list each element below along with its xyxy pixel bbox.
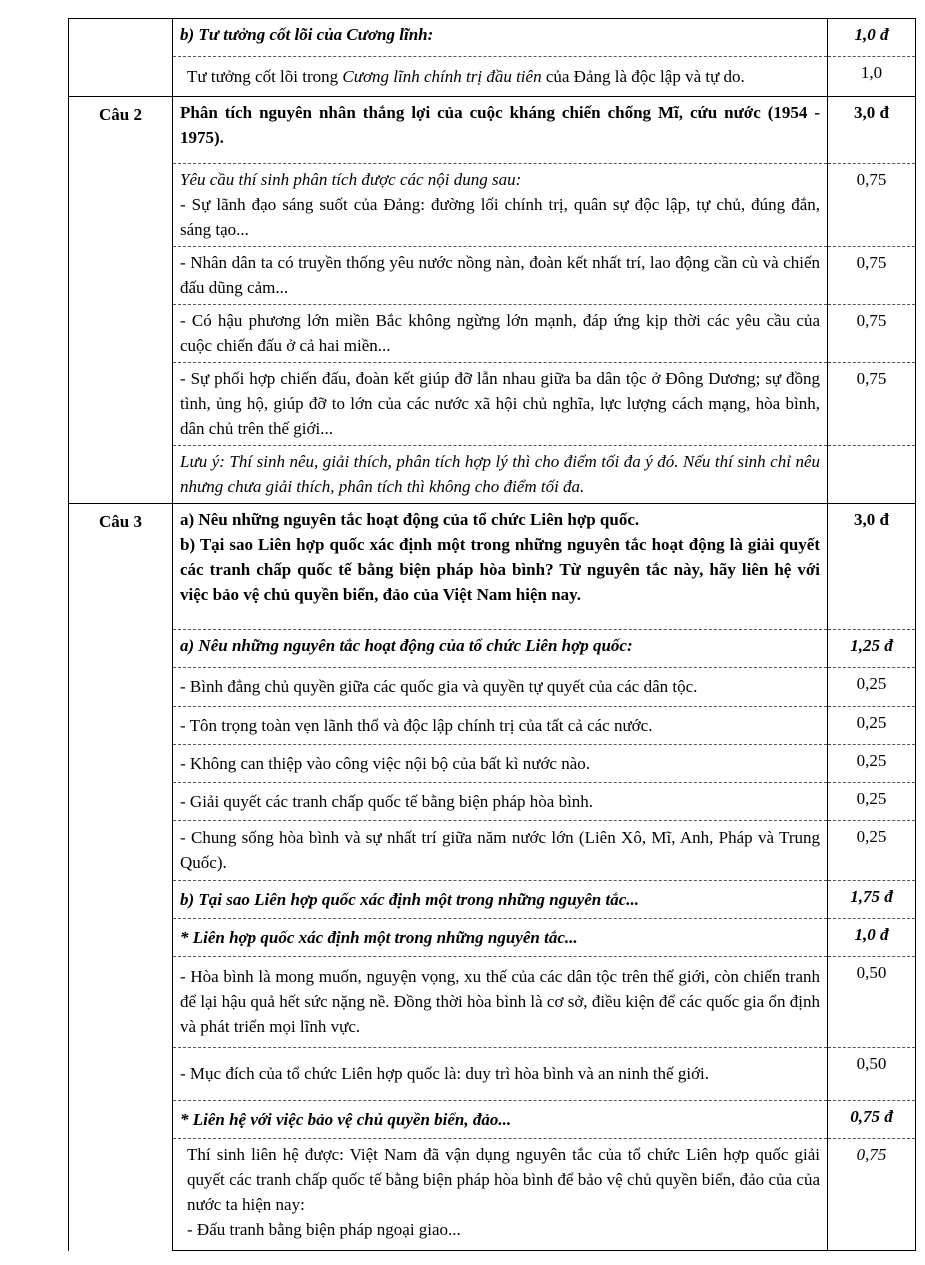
score-cell: 0,75 bbox=[828, 363, 916, 446]
table-row bbox=[69, 247, 916, 305]
question-cell-empty bbox=[69, 19, 173, 97]
table-row bbox=[69, 957, 916, 1048]
table-row bbox=[69, 97, 916, 164]
answer-text: - Giải quyết các tranh chấp quốc tế bằng biện pháp hòa bình. bbox=[173, 783, 828, 821]
score-cell: 3,0 đ bbox=[828, 97, 916, 164]
score-cell: 0,25 bbox=[828, 745, 916, 783]
score-cell: 1,0 đ bbox=[828, 919, 916, 957]
table-row bbox=[69, 630, 916, 668]
score-cell: 0,50 bbox=[828, 1048, 916, 1101]
question-text: a) Nêu những nguyên tắc hoạt động của tổ chức Liên hợp quốc. b) Tại sao Liên hợp quốc xác định một trong những nguyên tắc hoạt động là giải quyết các tranh chấp quốc tế bằng biện pháp hòa bình? Từ nguyên tắc này, hãy liên hệ với việc bảo vệ chủ quyền biển, đảo của Việt Nam hiện nay. bbox=[173, 504, 828, 630]
table-row bbox=[69, 446, 916, 504]
score-cell: 1,75 đ bbox=[828, 881, 916, 919]
table-row bbox=[69, 707, 916, 745]
score-cell: 0,75 bbox=[828, 1139, 916, 1251]
table-row bbox=[69, 19, 916, 57]
section-heading: b) Tư tưởng cốt lõi của Cương lĩnh: bbox=[173, 19, 828, 57]
question-label: Câu 3 bbox=[99, 512, 142, 531]
answer-text: - Có hậu phương lớn miền Bắc không ngừng lớn mạnh, đáp ứng kịp thời các yêu cầu của cuộc chiến đấu ở cả hai miền... bbox=[173, 305, 828, 363]
score-cell: 0,25 bbox=[828, 783, 916, 821]
score-cell: 0,75 bbox=[828, 247, 916, 305]
answer-text: - Hòa bình là mong muốn, nguyện vọng, xu thế của các dân tộc trên thế giới, còn chiến tranh để lại hậu quả hết sức nặng nề. Đồng thời hòa bình là cơ sở, điều kiện để các quốc gia ổn định và phát triển mọi lĩnh vực. bbox=[173, 957, 828, 1048]
table-row bbox=[69, 783, 916, 821]
score-cell: 3,0 đ bbox=[828, 504, 916, 630]
score-cell-empty bbox=[828, 446, 916, 504]
score-cell: 1,0 bbox=[828, 57, 916, 97]
table-row bbox=[69, 504, 916, 630]
table-row bbox=[69, 1101, 916, 1139]
table-row bbox=[69, 363, 916, 446]
table-row bbox=[69, 821, 916, 881]
table-row bbox=[69, 919, 916, 957]
score-cell: 0,75 bbox=[828, 164, 916, 247]
marking-scheme-table bbox=[68, 18, 916, 1251]
score-cell: 0,25 bbox=[828, 821, 916, 881]
question-label-cell bbox=[69, 97, 173, 504]
note-text: Lưu ý: Thí sinh nêu, giải thích, phân tích hợp lý thì cho điểm tối đa ý đó. Nếu thí sinh chỉ nêu nhưng chưa giải thích, phân tích thì không cho điểm tối đa. bbox=[173, 446, 828, 504]
score-cell: 1,0 đ bbox=[828, 19, 916, 57]
table-row bbox=[69, 305, 916, 363]
answer-text: Yêu cầu thí sinh phân tích được các nội dung sau: - Sự lãnh đạo sáng suốt của Đảng: đường lối chính trị, quân sự độc lập, tự chủ, đúng đắn, sáng tạo... bbox=[173, 164, 828, 247]
table-row bbox=[69, 745, 916, 783]
answer-text: - Không can thiệp vào công việc nội bộ của bất kì nước nào. bbox=[173, 745, 828, 783]
table-row bbox=[69, 164, 916, 247]
table-row bbox=[69, 881, 916, 919]
answer-text: - Nhân dân ta có truyền thống yêu nước nồng nàn, đoàn kết nhất trí, lao động cần cù và chiến đấu dũng cảm... bbox=[173, 247, 828, 305]
table-row bbox=[69, 1139, 916, 1251]
answer-text: - Chung sống hòa bình và sự nhất trí giữa năm nước lớn (Liên Xô, Mĩ, Anh, Pháp và Trung Quốc). bbox=[173, 821, 828, 881]
score-cell: 1,25 đ bbox=[828, 630, 916, 668]
answer-text: - Tôn trọng toàn vẹn lãnh thổ và độc lập chính trị của tất cả các nước. bbox=[173, 707, 828, 745]
answer-text: Tư tưởng cốt lõi trong Cương lĩnh chính trị đầu tiên của Đảng là độc lập và tự do. bbox=[173, 57, 828, 97]
answer-text: - Bình đẳng chủ quyền giữa các quốc gia và quyền tự quyết của các dân tộc. bbox=[173, 668, 828, 707]
section-heading: * Liên hệ với việc bảo vệ chủ quyền biển, đảo... bbox=[173, 1101, 828, 1139]
question-label: Câu 2 bbox=[99, 105, 142, 124]
score-cell: 0,25 bbox=[828, 668, 916, 707]
score-cell: 0,25 bbox=[828, 707, 916, 745]
answer-text: - Mục đích của tổ chức Liên hợp quốc là: duy trì hòa bình và an ninh thế giới. bbox=[173, 1048, 828, 1101]
answer-text: Thí sinh liên hệ được: Việt Nam đã vận dụng nguyên tắc của tổ chức Liên hợp quốc giải quyết các tranh chấp quốc tế bằng biện pháp hòa bình để bảo vệ chủ quyền biển, đảo của của nước ta hiện nay: - Đấu tranh bằng biện pháp ngoại giao... bbox=[173, 1139, 828, 1251]
question-label-cell bbox=[69, 504, 173, 1251]
answer-text: - Sự phối hợp chiến đấu, đoàn kết giúp đỡ lẫn nhau giữa ba dân tộc ở Đông Dương; sự đồng tình, ủng hộ, giúp đỡ to lớn của các nước xã hội chủ nghĩa, lực lượng cách mạng, hòa bình, dân chủ trên thế giới... bbox=[173, 363, 828, 446]
table-row bbox=[69, 668, 916, 707]
score-cell: 0,50 bbox=[828, 957, 916, 1048]
table-row bbox=[69, 57, 916, 97]
section-heading: b) Tại sao Liên hợp quốc xác định một trong những nguyên tắc... bbox=[173, 881, 828, 919]
table-row bbox=[69, 1048, 916, 1101]
score-cell: 0,75 bbox=[828, 305, 916, 363]
section-heading: * Liên hợp quốc xác định một trong những nguyên tắc... bbox=[173, 919, 828, 957]
section-heading: a) Nêu những nguyên tắc hoạt động của tổ chức Liên hợp quốc: bbox=[173, 630, 828, 668]
score-cell: 0,75 đ bbox=[828, 1101, 916, 1139]
instruction-text: Yêu cầu thí sinh phân tích được các nội dung sau: bbox=[180, 170, 522, 189]
question-text: Phân tích nguyên nhân thắng lợi của cuộc kháng chiến chống Mĩ, cứu nước (1954 - 1975). bbox=[173, 97, 828, 164]
